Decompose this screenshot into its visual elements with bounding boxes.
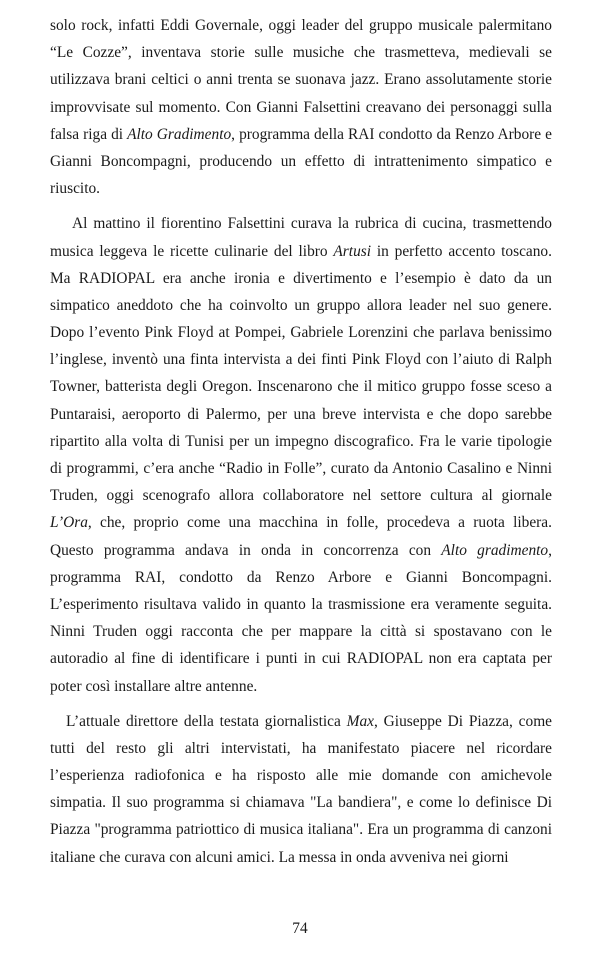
italic-title: Max (346, 712, 375, 730)
text-run: Piazza "programma patriottico di musica italiana". Era un programma di canzoni (50, 821, 552, 839)
text-run: “Le Cozze”, inventava storie sulle musiche che trasmetteva, medievali se (50, 44, 552, 62)
text-run: , programma della RAI condotto da Renzo Arbore e (231, 125, 552, 143)
text-run: in perfetto accento toscano. (371, 242, 552, 260)
body-text (50, 12, 552, 871)
text-run: L’esperimento risultava valido in quanto la trasmissione era veramente seguita. (50, 595, 552, 613)
text-line (50, 789, 552, 816)
text-line (50, 265, 552, 292)
text-run: l’esperienza radiofonica e ha risposto alle mie domande con amichevole (50, 767, 552, 785)
text-line (50, 175, 552, 202)
text-run: musica leggeva le ricette culinarie del libro (50, 242, 334, 260)
text-run: Towner, batterista degli Oregon. Inscenarono che il mitico gruppo fosse sceso a (50, 378, 552, 396)
text-run: programma RAI, condotto da Renzo Arbore e Gianni Boncompagni. (50, 568, 552, 586)
text-line (50, 373, 552, 400)
text-line (50, 564, 552, 591)
text-line (50, 735, 552, 762)
text-line (50, 121, 552, 148)
text-run: Ninni Truden oggi racconta che per mappare la città si spostavano con le (50, 623, 552, 641)
italic-title: Artusi (333, 242, 372, 260)
text-line (50, 673, 552, 700)
text-line (50, 319, 552, 346)
text-run: Questo programma andava in onda in concorrenza con (50, 541, 442, 559)
text-run: riuscito. (50, 180, 101, 198)
text-line (50, 537, 552, 564)
text-run: l’inglese, inventò una finta intervista a dei finti Pink Floyd con l’aiuto di Ralph (50, 351, 552, 369)
text-line (50, 455, 552, 482)
text-line (50, 844, 552, 871)
italic-title: Alto Gradimento (127, 125, 232, 143)
text-run: tutti del resto gli altri intervistati, ha manifestato piacere nel ricordare (50, 739, 552, 757)
text-line (50, 401, 552, 428)
text-run: Truden, oggi scenografo allora collaboratore nel settore cultura al giornale (50, 487, 552, 505)
text-run: solo rock, infatti Eddi Governale, oggi leader del gruppo musicale palermitano (50, 17, 552, 34)
text-line (50, 12, 552, 39)
text-run: L’attuale direttore della testata giornalistica (66, 712, 347, 730)
text-run: simpatia. Il suo programma si chiamava "La bandiera", e come lo definisce Di (50, 794, 552, 812)
text-line (50, 645, 552, 672)
text-run: Dopo l’evento Pink Floyd at Pompei, Gabriele Lorenzini che parlava benissimo (50, 324, 552, 342)
text-line (50, 66, 552, 93)
text-line (50, 816, 552, 843)
text-line (50, 148, 552, 175)
text-line (50, 39, 552, 66)
text-line (50, 292, 552, 319)
text-line (50, 238, 552, 265)
text-run: , Giuseppe Di Piazza, come (374, 712, 552, 730)
text-run: ripartito alla volta di Tunisi per un impegno discografico. Fra le varie tipologie (50, 432, 552, 450)
text-line (50, 94, 552, 121)
text-run: di programmi, c’era anche “Radio in Folle”, curato da Antonio Casalino e Ninni (50, 460, 552, 477)
text-line (50, 591, 552, 618)
text-line (50, 482, 552, 509)
text-run: Gianni Boncompagni, producendo un effetto di intrattenimento simpatico e (50, 152, 552, 170)
text-run: italiane che curava con alcuni amici. La messa in onda avveniva nei giorni (50, 848, 509, 866)
text-line (50, 708, 552, 735)
text-line (50, 618, 552, 645)
italic-title: L’Ora (50, 514, 88, 532)
text-run: utilizzava brani celtici o anni trenta se suonava jazz. Erano assolutamente storie (50, 71, 552, 89)
page-number: 74 (292, 920, 308, 937)
text-run: Puntaraisi, aeroporto di Palermo, per una breve intervista e che dopo sarebbe (50, 405, 552, 423)
text-line (50, 762, 552, 789)
text-run: , (548, 541, 552, 559)
text-line (50, 428, 552, 455)
text-run: autoradio al fine di identificare i punti in cui RADIOPAL non era captata per (50, 650, 552, 668)
text-run: improvvisate sul momento. Con Gianni Falsettini creavano dei personaggi sulla (50, 98, 552, 116)
text-run: simpatico aneddoto che ha coinvolto un gruppo allora leader nel suo genere. (50, 296, 552, 314)
text-line (50, 210, 552, 237)
text-run: Al mattino il fiorentino Falsettini curava la rubrica di cucina, trasmettendo (72, 215, 552, 233)
text-run: falsa riga di (50, 125, 128, 143)
text-run: , che, proprio come una macchina in folle, procedeva a ruota libera. (87, 514, 552, 532)
text-line (50, 346, 552, 373)
text-run: poter così installare altre antenne. (50, 677, 258, 695)
text-line (50, 509, 552, 536)
text-run: Ma RADIOPAL era anche ironia e divertimento e l’esempio è dato da un (50, 269, 552, 287)
italic-title: Alto gradimento (441, 541, 549, 559)
